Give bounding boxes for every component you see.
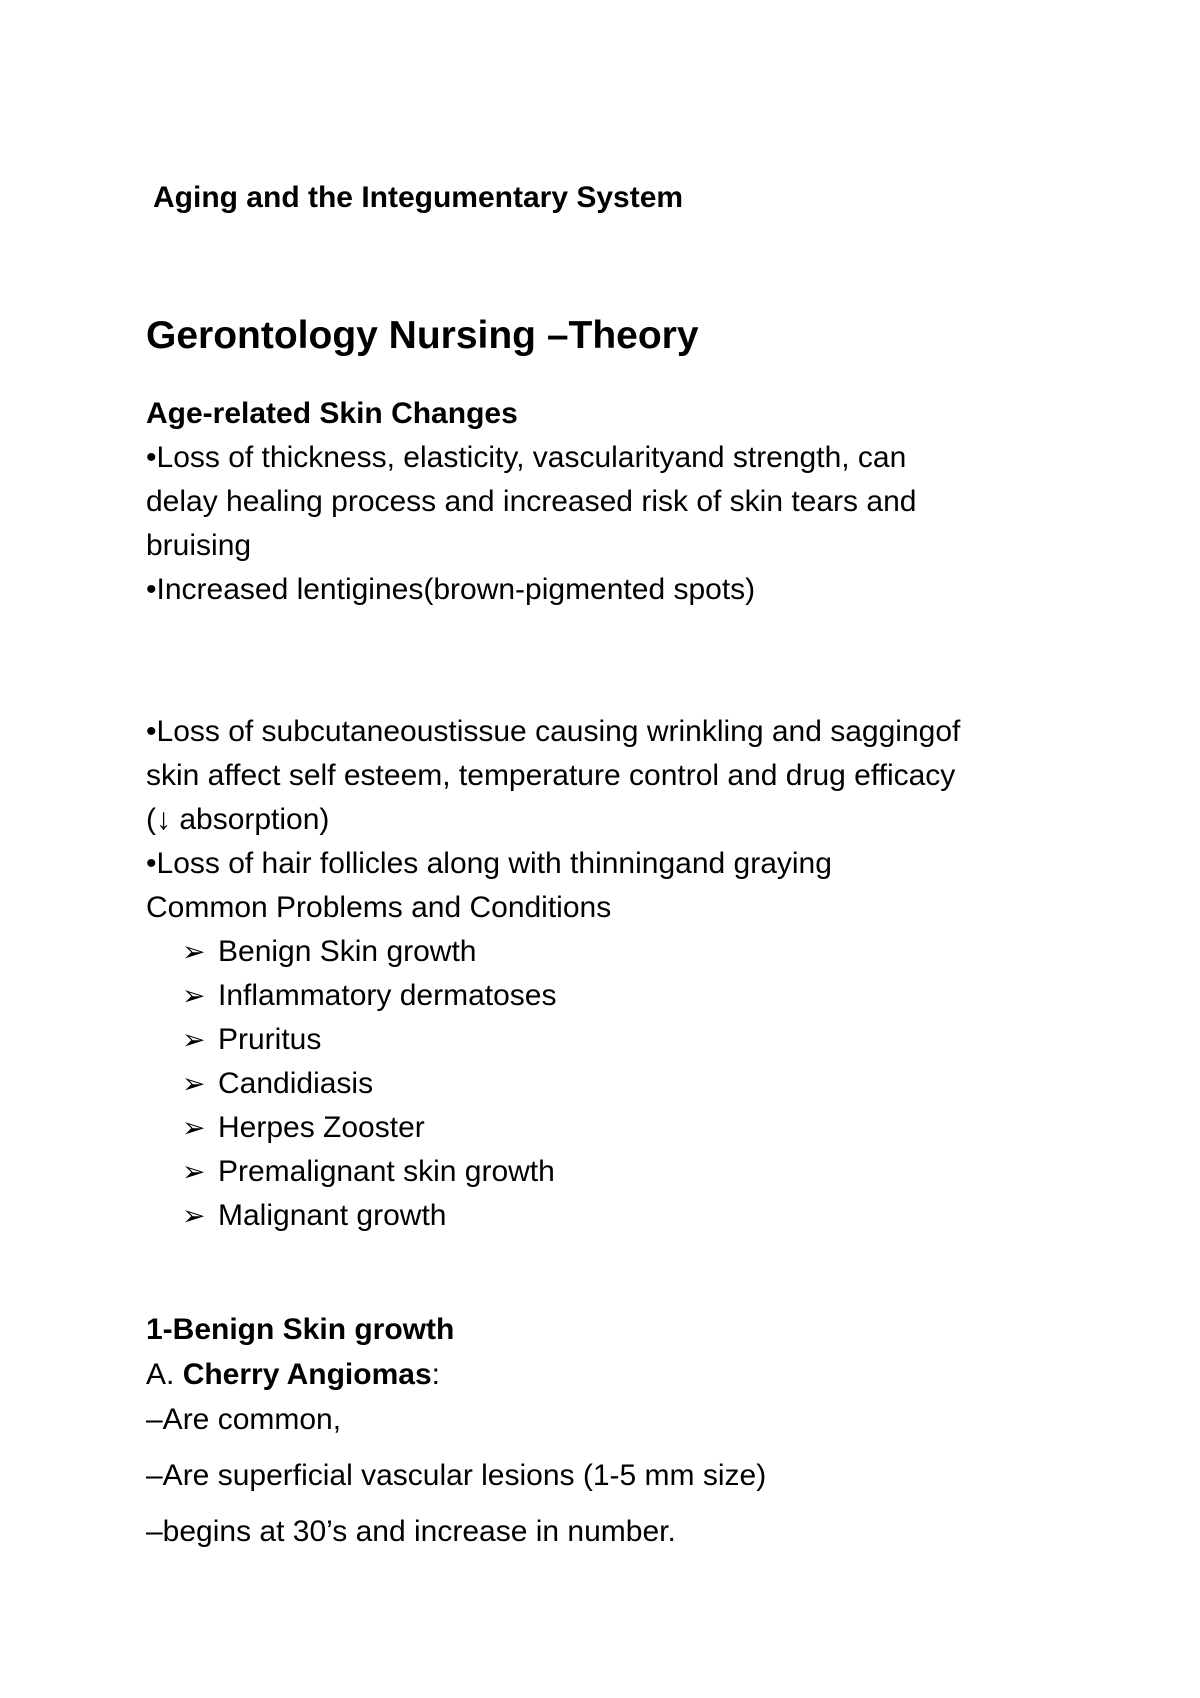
subsection-heading [146,1357,440,1393]
document-title: Aging and the Integumentary System [153,181,684,214]
text-line: delay healing process and increased risk of skin tears and [146,485,917,518]
list-item [182,934,477,970]
list-item [182,1198,446,1234]
problems-heading: Common Problems and Conditions [146,891,612,924]
list-item [182,978,556,1014]
arrow-bullet-icon: ➢ [182,936,206,967]
subsection-suffix: : [431,1358,440,1391]
list-item-label: Pruritus [218,1023,322,1056]
text-line: •Loss of thickness, elasticity, vascularityand strength, can [146,441,907,474]
main-heading: Gerontology Nursing –Theory [146,314,699,357]
arrow-bullet-icon: ➢ [182,1024,206,1055]
list-item [182,1022,321,1058]
list-item-label: Candidiasis [218,1067,374,1100]
section-heading-skin-changes: Age-related Skin Changes [146,397,518,430]
list-item-label: Herpes Zooster [218,1111,425,1144]
list-item-label: Inflammatory dermatoses [218,979,557,1012]
arrow-bullet-icon: ➢ [182,980,206,1011]
text-line: •Loss of subcutaneoustissue causing wrinkling and saggingof [146,715,961,748]
text-line: bruising [146,529,252,562]
subsection-title: Cherry Angiomas [182,1358,432,1391]
text-line: –Are superficial vascular lesions (1-5 mm size) [146,1459,767,1492]
subsection-prefix: A. [146,1358,183,1391]
text-line: skin affect self esteem, temperature control and drug efficacy [146,759,956,792]
arrow-bullet-icon: ➢ [182,1068,206,1099]
list-item [182,1066,373,1102]
list-item-label: Malignant growth [218,1199,447,1232]
list-item-label: Premalignant skin growth [218,1155,555,1188]
list-item-label: Benign Skin growth [218,935,477,968]
text-line: •Loss of hair follicles along with thinningand graying [146,847,832,880]
text-line: •Increased lentigines(brown-pigmented spots) [146,573,756,606]
text-line: –begins at 30’s and increase in number. [146,1515,676,1548]
text-line: (↓ absorption) [146,803,330,836]
arrow-bullet-icon: ➢ [182,1156,206,1187]
text-line: –Are common, [146,1403,342,1436]
section-heading-benign: 1-Benign Skin growth [146,1313,455,1346]
arrow-bullet-icon: ➢ [182,1112,206,1143]
list-item [182,1110,425,1146]
list-item [182,1154,555,1190]
arrow-bullet-icon: ➢ [182,1200,206,1231]
